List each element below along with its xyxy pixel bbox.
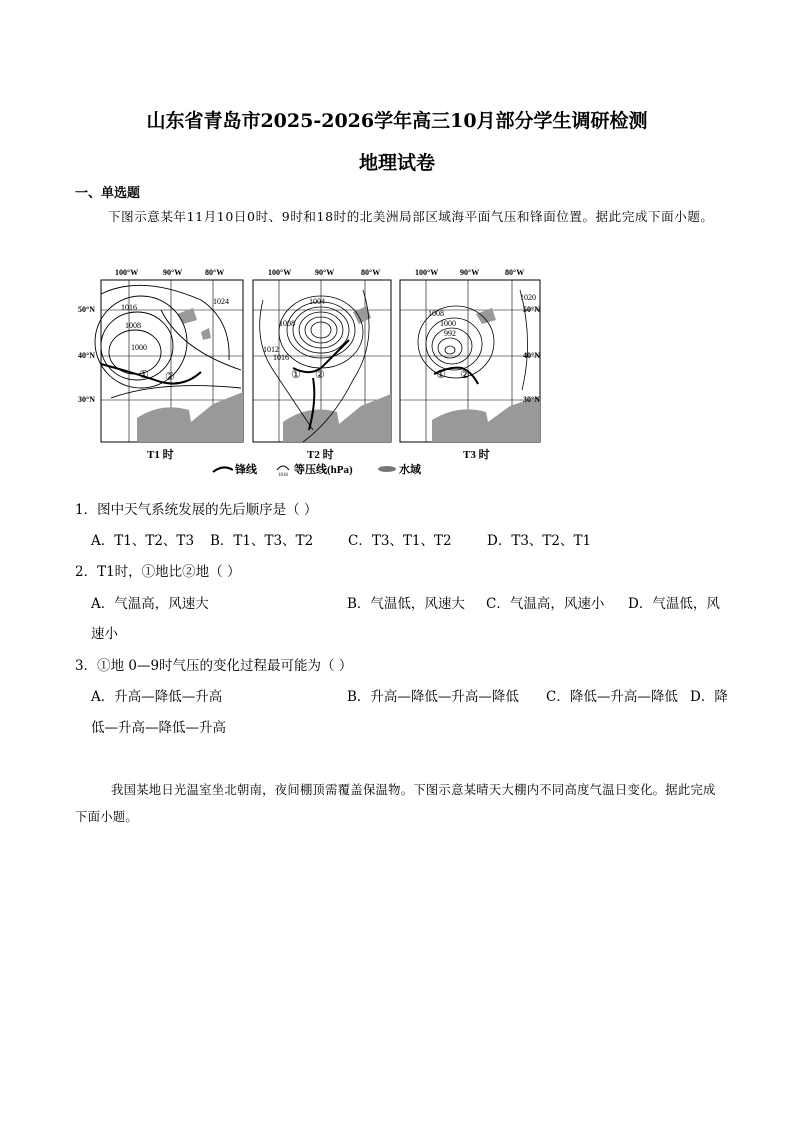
exam-title: 山东省青岛市2025-2026学年高三10月部分学生调研检测 — [146, 110, 648, 132]
question-1-stem: 1．图中天气系统发展的先后顺序是（ ） — [75, 502, 318, 518]
lat-label: 30°N — [78, 395, 95, 404]
question-3-option-d-continuation: 低—升高—降低—升高 — [91, 720, 226, 736]
front-symbol — [213, 467, 233, 472]
lon-label: 100°W — [415, 268, 439, 277]
isobar-label: 1024 — [213, 297, 229, 306]
legend-isobar: 等压线(hPa) — [294, 464, 353, 476]
isobar-label: 1004 — [309, 297, 325, 306]
question-group-intro-2: 我国某地日光温室坐北朝南，夜间棚顶需覆盖保温物。下图示意某晴天大棚内不同高度气温日变化。据此完成下面小题。 — [75, 783, 716, 824]
panel-label: T2 时 — [307, 449, 334, 461]
isobar-label: 1020 — [520, 293, 536, 302]
lat-label: 40°N — [78, 351, 95, 360]
map-panel-t3 — [400, 280, 540, 442]
question-2-option-c[interactable]: C．气温高，风速小 — [486, 596, 605, 612]
lon-label: 100°W — [268, 268, 292, 277]
lat-label: 40°N — [523, 351, 540, 360]
legend-isobar-sample: 1016 — [278, 473, 288, 477]
isobar-label: 1008 — [428, 309, 444, 318]
question-2-option-d[interactable]: D．气温低，风 — [628, 596, 720, 612]
question-2-option-b[interactable]: B．气温低，风速大 — [347, 596, 465, 612]
point-label: ① — [291, 369, 301, 381]
legend-front: 锋线 — [235, 464, 257, 476]
isobar-label: 1008 — [279, 319, 295, 328]
isobar-label: 1016 — [121, 303, 137, 312]
point-label: ② — [165, 371, 175, 383]
lon-label: 80°W — [505, 268, 525, 277]
lon-label: 80°W — [205, 268, 225, 277]
point-label: ② — [315, 369, 325, 381]
point-label: ① — [139, 369, 149, 381]
question-2-option-d-continuation: 速小 — [91, 626, 118, 642]
question-1-option-b[interactable]: B．T1、T3、T2 — [210, 533, 314, 549]
question-3-option-b[interactable]: B．升高—降低—升高—降低 — [347, 689, 519, 705]
isobar-label: 1000 — [440, 319, 456, 328]
map-legend — [213, 462, 422, 477]
question-3-option-c[interactable]: C．降低—升高—降低 — [546, 689, 678, 705]
point-label: ② — [460, 369, 470, 381]
question-group-intro: 下图示意某年11月10日0时、9时和18时的北美洲局部区域海平面气压和锋面位置。据此完成下面小题。 — [108, 209, 714, 224]
isobar-label: 992 — [444, 329, 456, 338]
panel-label: T1 时 — [147, 449, 174, 461]
exam-subtitle: 地理试卷 — [358, 152, 435, 174]
map-panel-t1 — [95, 280, 243, 442]
isobar-label: 1000 — [131, 343, 147, 352]
panel-label: T3 时 — [463, 449, 490, 461]
question-2-option-a[interactable]: A．气温高，风速大 — [91, 596, 209, 612]
question-1-option-a[interactable]: A．T1、T2、T3 — [91, 533, 195, 549]
lon-label: 90°W — [315, 268, 335, 277]
weather-map-figure — [75, 262, 545, 477]
water-symbol — [378, 466, 396, 472]
question-3-option-a[interactable]: A．升高—降低—升高 — [91, 689, 223, 705]
isobar-label: 1012 — [263, 345, 279, 354]
lat-label: 50°N — [523, 305, 540, 314]
lon-label: 90°W — [163, 268, 183, 277]
lon-label: 90°W — [460, 268, 480, 277]
isobar-label: 1008 — [125, 321, 141, 330]
map-panel-t2 — [253, 280, 391, 442]
lon-label: 100°W — [115, 268, 139, 277]
question-3-stem: 3．①地 0—9时气压的变化过程最可能为（ ） — [75, 658, 353, 674]
legend-water: 水域 — [399, 464, 421, 476]
question-2-stem: 2．T1时，①地比②地（ ） — [75, 564, 241, 580]
question-3-option-d[interactable]: D．降 — [690, 689, 728, 705]
question-1-option-c[interactable]: C．T3、T1、T2 — [348, 533, 452, 549]
section-heading: 一、单选题 — [75, 186, 141, 201]
lat-label: 50°N — [78, 305, 95, 314]
point-label: ① — [436, 369, 446, 381]
isobar-symbol — [277, 466, 289, 470]
lon-label: 80°W — [361, 268, 381, 277]
question-1-option-d[interactable]: D．T3、T2、T1 — [487, 533, 592, 549]
lat-label: 30°N — [523, 395, 540, 404]
isobar-label: 1016 — [273, 353, 289, 362]
